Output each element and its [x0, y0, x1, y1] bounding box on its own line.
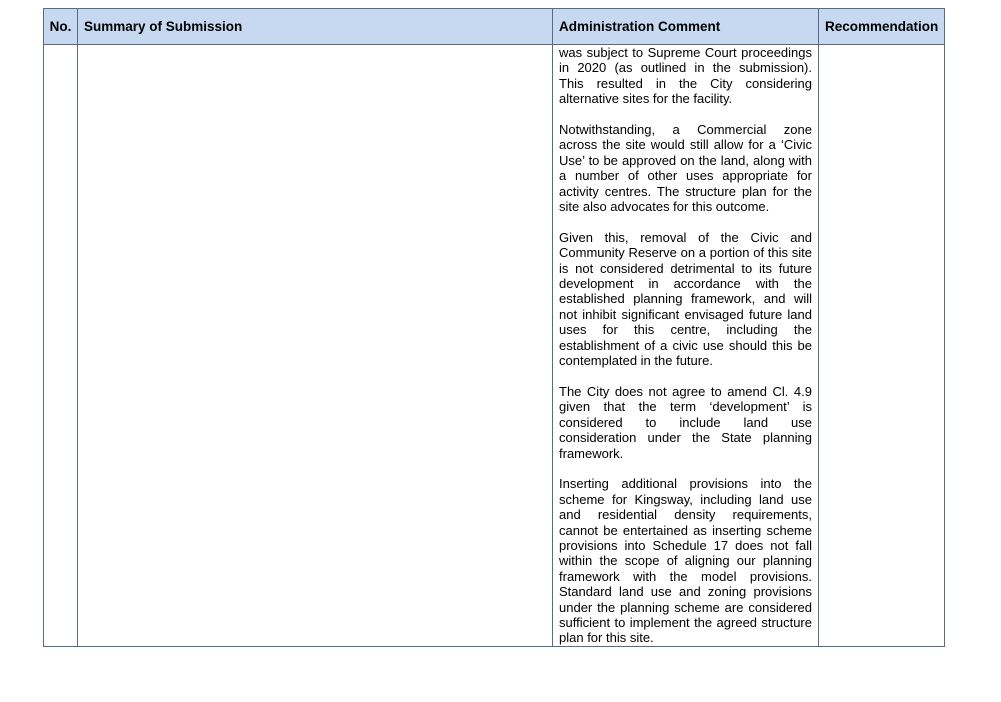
- header-no: No.: [44, 9, 78, 45]
- row-summary-cell: [78, 45, 553, 647]
- comment-paragraph-2: Notwithstanding, a Commercial zone across the site would still allow for a ‘Civic Use’ to be approved on the land, along with a number of other uses appropriate for activity centres. The structure plan for the site also advocates for this outcome.: [559, 122, 812, 215]
- header-summary: Summary of Submission: [78, 9, 553, 45]
- submissions-table: [43, 8, 945, 647]
- comment-paragraph-4: The City does not agree to amend Cl. 4.9 given that the term ‘development’ is considered to include land use consideration under the State planning framework.: [559, 383, 812, 461]
- header-comment: Administration Comment: [553, 9, 819, 45]
- comment-paragraph-5: Inserting additional provisions into the scheme for Kingsway, including land use and residential density requirements, cannot be entertained as inserting scheme provisions into Schedule 17 does not fall within the scope of aligning our planning framework with the model provisions. Standard land use and zoning provisions under the planning scheme are considered sufficient to implement the agreed structure plan for this site.: [559, 476, 812, 646]
- header-row: [44, 9, 945, 45]
- comment-paragraph-1: was subject to Supreme Court proceedings in 2020 (as outlined in the submission). This resulted in the City considering alternative sites for the facility.: [559, 45, 812, 107]
- row-recommendation-cell: [819, 45, 945, 647]
- comment-paragraph-3: Given this, removal of the Civic and Community Reserve on a portion of this site is not considered detrimental to its future development in accordance with the established planning framework, and will not inhibit significant envisaged future land uses for this centre, including the establishment of a civic use should this be contemplated in the future.: [559, 229, 812, 369]
- header-recommendation: Recommendation: [819, 9, 945, 45]
- row-no-cell: [44, 45, 78, 647]
- table-row: [44, 45, 945, 647]
- row-comment-cell: [553, 45, 819, 647]
